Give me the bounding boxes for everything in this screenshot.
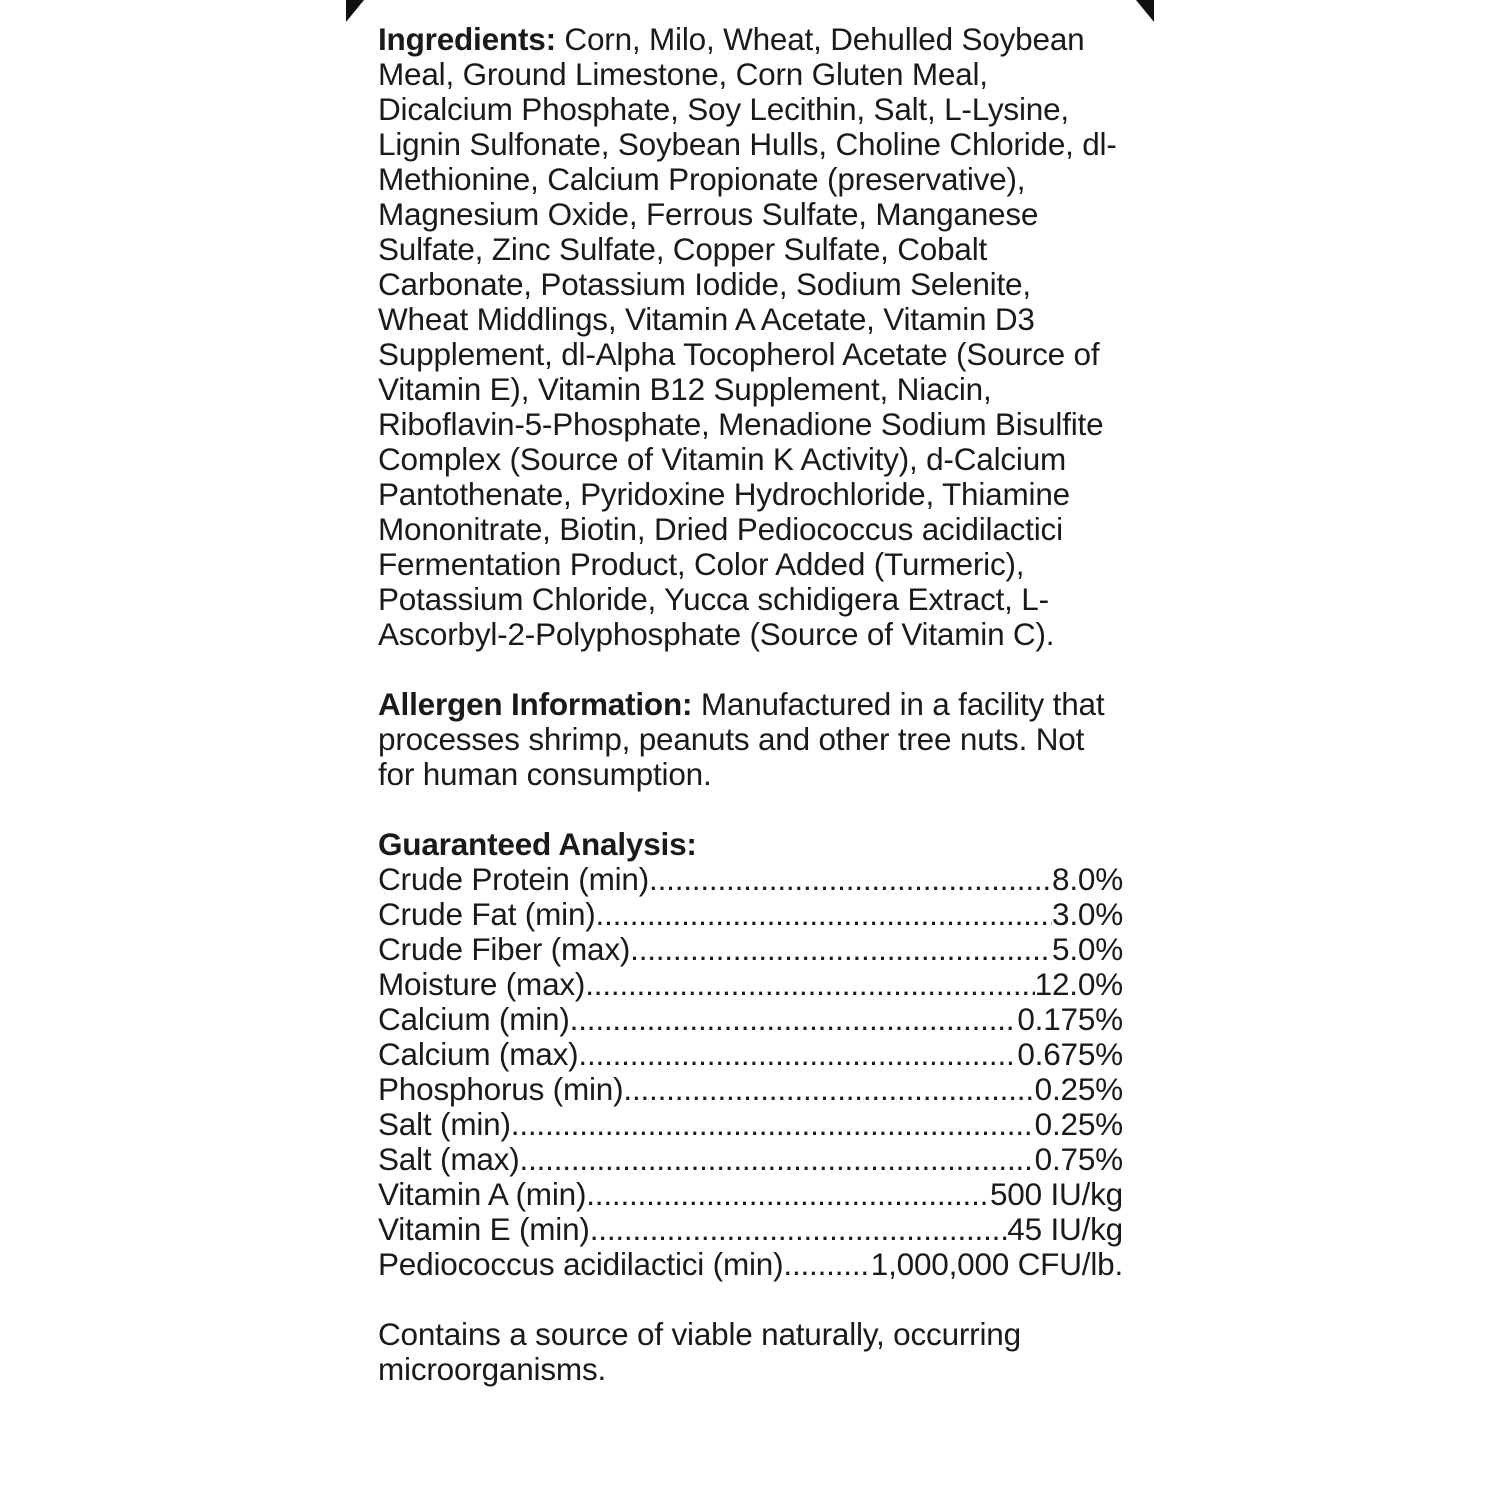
analysis-nutrient: Salt (max)	[378, 1141, 520, 1177]
ingredients-paragraph	[378, 22, 1123, 652]
allergen-heading: Allergen Information:	[378, 686, 693, 722]
ingredients-list: Corn, Milo, Wheat, Dehulled Soybean Meal, Ground Limestone, Corn Gluten Meal, Dicalcium Phosphate, Soy Lecithin, Salt, L-Lysine, Lignin Sulfonate, Soybean Hulls, Choline Chloride, dl-Methionine, Calcium Propionate (preservative), Magnesium Oxide, Ferrous Sulfate, Manganese Sulfate, Zinc Sulfate, Copper Sulfate, Cobalt Carbonate, Potassium Iodide, Sodium Selenite, Wheat Middlings, Vitamin A Acetate, Vitamin D3 Supplement, dl-Alpha Tocopherol Acetate (Source of Vitamin E), Vitamin B12 Supplement, Niacin, Riboflavin-5-Phosphate, Menadione Sodium Bisulfite Complex (Source of Vitamin K Activity), d-Calcium Pantothenate, Pyridoxine Hydrochloride, Thiamine Mononitrate, Biotin, Dried Pediococcus acidilactici Fermentation Product, Color Added (Turmeric), Potassium Chloride, Yucca schidigera Extract, L-Ascorbyl-2-Polyphosphate (Source of Vitamin C).	[378, 21, 1117, 652]
analysis-value: 5.0%	[1052, 931, 1123, 967]
nutrition-label-panel	[378, 22, 1123, 1422]
analysis-value: 0.25%	[1034, 1106, 1123, 1142]
label-corner-left	[346, 0, 364, 22]
analysis-nutrient: Salt (min)	[378, 1106, 511, 1142]
analysis-value: 0.75%	[1034, 1141, 1123, 1177]
analysis-value: 12.0%	[1034, 966, 1123, 1002]
dot-leader	[585, 967, 1034, 1002]
analysis-row	[378, 1002, 1123, 1037]
guaranteed-analysis-section	[378, 827, 1123, 1282]
dot-leader	[511, 1107, 1035, 1142]
analysis-value: 1,000,000 CFU/lb.	[870, 1246, 1123, 1282]
analysis-nutrient: Crude Protein (min)	[378, 861, 650, 897]
dot-leader	[596, 897, 1052, 932]
analysis-value: 0.25%	[1034, 1071, 1123, 1107]
analysis-nutrient: Calcium (max)	[378, 1036, 579, 1072]
analysis-nutrient: Crude Fiber (max)	[378, 931, 631, 967]
analysis-row	[378, 1247, 1123, 1282]
analysis-row	[378, 897, 1123, 932]
analysis-value: 0.675%	[1017, 1036, 1123, 1072]
analysis-row	[378, 967, 1123, 1002]
analysis-value: 500 IU/kg	[989, 1176, 1123, 1212]
analysis-nutrient: Moisture (max)	[378, 966, 586, 1002]
analysis-row	[378, 1177, 1123, 1212]
analysis-row	[378, 1037, 1123, 1072]
analysis-value: 45 IU/kg	[1007, 1211, 1123, 1247]
analysis-value: 8.0%	[1052, 861, 1123, 897]
analysis-row	[378, 862, 1123, 897]
dot-leader	[590, 1212, 1008, 1247]
analysis-row	[378, 1072, 1123, 1107]
analysis-value: 3.0%	[1052, 896, 1123, 932]
footer-note-section	[378, 1317, 1123, 1387]
allergen-section	[378, 687, 1123, 792]
analysis-value: 0.175%	[1017, 1001, 1123, 1037]
analysis-row	[378, 932, 1123, 967]
dot-leader	[570, 1002, 1018, 1037]
dot-leader	[578, 1037, 1017, 1072]
viable-microorganisms-note: Contains a source of viable naturally, occurring microorganisms.	[378, 1316, 1021, 1387]
analysis-nutrient: Vitamin A (min)	[378, 1176, 587, 1212]
analysis-row	[378, 1142, 1123, 1177]
dot-leader	[783, 1247, 870, 1282]
analysis-row	[378, 1107, 1123, 1142]
allergen-text: Manufactured in a facility that processes shrimp, peanuts and other tree nuts. Not for human consumption.	[378, 686, 1105, 792]
dot-leader	[623, 1072, 1034, 1107]
ingredients-section	[378, 22, 1123, 652]
analysis-row	[378, 1212, 1123, 1247]
ingredients-heading: Ingredients:	[378, 21, 556, 57]
allergen-paragraph	[378, 687, 1123, 792]
dot-leader	[586, 1177, 990, 1212]
dot-leader	[630, 932, 1052, 967]
guaranteed-analysis-table	[378, 862, 1123, 1282]
analysis-nutrient: Pediococcus acidilactici (min)	[378, 1246, 784, 1282]
analysis-nutrient: Vitamin E (min)	[378, 1211, 590, 1247]
guaranteed-analysis-heading: Guaranteed Analysis:	[378, 826, 697, 862]
analysis-nutrient: Crude Fat (min)	[378, 896, 596, 932]
dot-leader	[649, 862, 1052, 897]
analysis-nutrient: Calcium (min)	[378, 1001, 570, 1037]
dot-leader	[520, 1142, 1035, 1177]
analysis-nutrient: Phosphorus (min)	[378, 1071, 624, 1107]
label-corner-right	[1136, 0, 1154, 22]
